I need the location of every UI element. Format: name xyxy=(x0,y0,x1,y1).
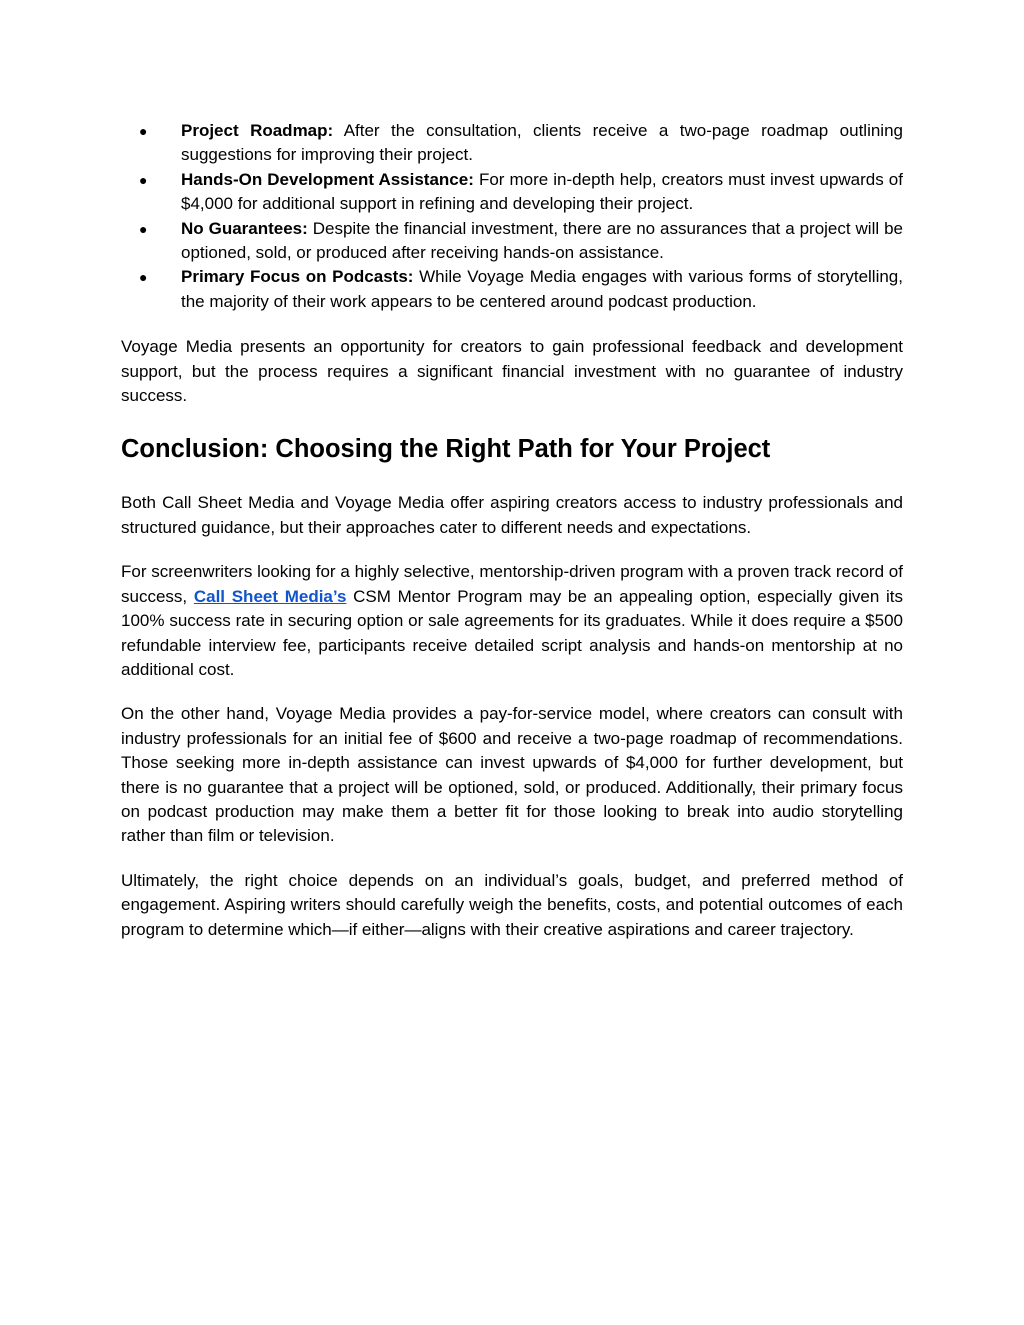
bullet-text: While Voyage Media engages with various forms of storytelling, the majority of their work appears to be centered around podcast production. xyxy=(181,267,903,311)
paragraph-4: Ultimately, the right choice depends on an individual’s goals, budget, and preferred method of engagement. Aspiring writers should carefully weigh the benefits, costs, and potential outcomes of each program to determine which—if either—aligns with their creative aspirations and career trajectory. xyxy=(121,870,903,939)
bullet-term: No Guarantees: xyxy=(181,218,308,238)
bullet-text: For more in-depth help, creators must invest upwards of $4,000 for additional support in refining and developing their project. xyxy=(181,169,903,214)
paragraph-2 xyxy=(121,560,903,682)
paragraph-2-before-link: For screenwriters looking for a highly selective, mentorship-driven program with a proven track record of success, xyxy=(121,562,903,606)
paragraph-3: On the other hand, Voyage Media provides a pay-for-service model, where creators can consult with industry professionals for an initial fee of $600 and receive a two-page roadmap of recommendations. Those seeking more in-depth assistance can invest upwards of $4,000 for further development, but there is no guarantee that a project will be optioned, sold, or produced. Additionally, their primary focus on podcast production may make them a better fit for those looking to break into audio storytelling rather than film or television. xyxy=(121,704,903,846)
bullet-text: After the consultation, clients receive a two-page roadmap outlining suggestions for improving their project. xyxy=(181,121,903,165)
bullet-list xyxy=(121,119,903,314)
bullet-term: Hands-On Development Assistance: xyxy=(181,169,474,189)
bullet-dot-icon: ● xyxy=(139,269,148,286)
paragraph-1: Both Call Sheet Media and Voyage Media offer aspiring creators access to industry professionals and structured guidance, but their approaches cater to different needs and expectations. xyxy=(121,493,903,537)
bullet-item xyxy=(121,217,903,266)
document-page xyxy=(121,119,903,942)
bullet-text: Despite the financial investment, there are no assurances that a project will be optioned, sold, or produced after receiving hands-on assistance. xyxy=(181,218,903,263)
bullet-term: Project Roadmap: xyxy=(181,121,334,140)
bullet-item xyxy=(121,119,903,168)
bullet-item xyxy=(121,168,903,217)
intro-paragraph: Voyage Media presents an opportunity for creators to gain professional feedback and development support, but the process requires a significant financial investment with no guarantee of industry success. xyxy=(121,337,903,406)
call-sheet-media-link[interactable]: Call Sheet Media’s xyxy=(193,586,347,606)
bullet-term: Primary Focus on Podcasts: xyxy=(181,267,414,287)
paragraph-2-after-link: CSM Mentor Program may be an appealing option, especially given its 100% success rate in securing option or sale agreements for its graduates. While it does require a $500 refundable interview fee, participants receive detailed script analysis and hands-on mentorship at no additional cost. xyxy=(121,586,903,679)
bullet-dot-icon: ● xyxy=(139,123,148,139)
bullet-dot-icon: ● xyxy=(139,171,148,188)
section-heading: Conclusion: Choosing the Right Path for Your Project xyxy=(121,435,771,464)
bullet-dot-icon: ● xyxy=(139,220,148,237)
bullet-item xyxy=(121,265,903,314)
